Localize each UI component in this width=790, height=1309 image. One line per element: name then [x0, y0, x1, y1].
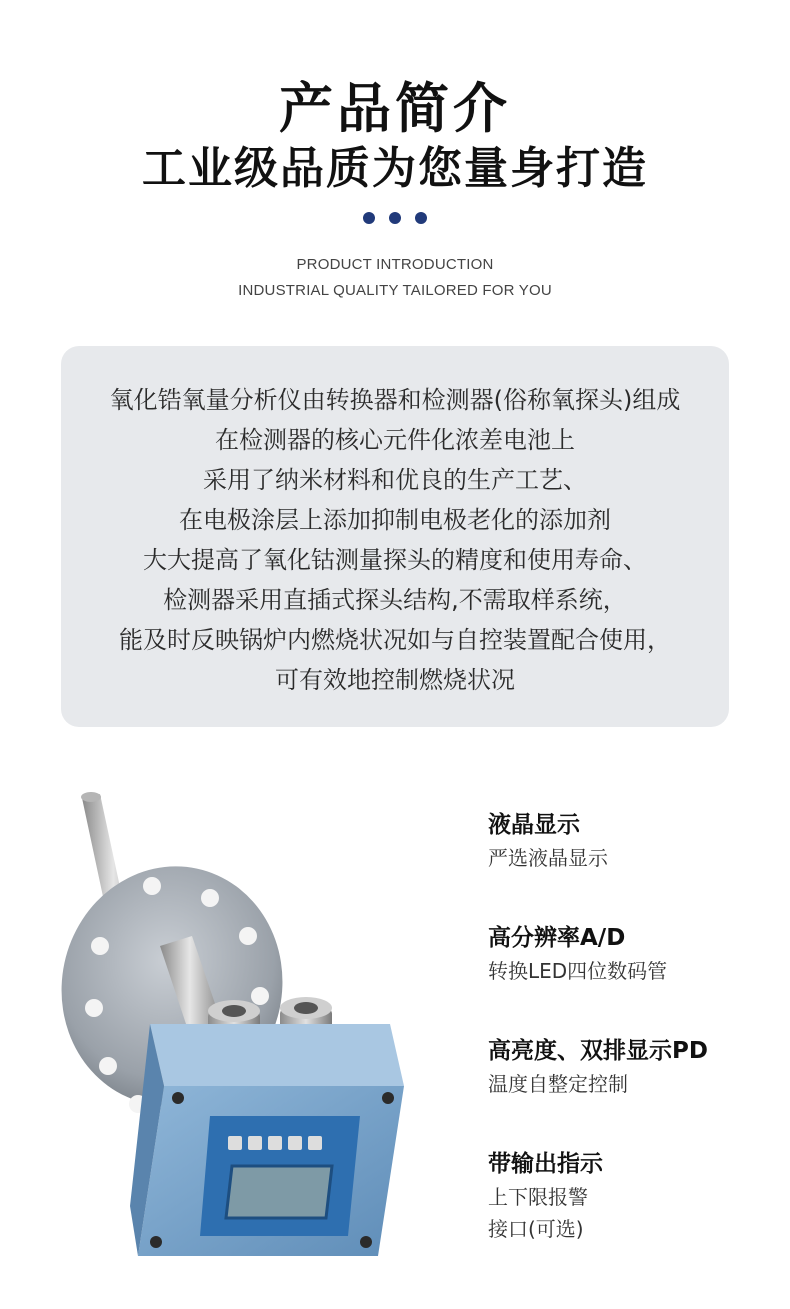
feature-desc: 温度自整定控制: [488, 1072, 628, 1096]
feature-list: [488, 808, 778, 1245]
feature-title: 带输出指示: [488, 1151, 603, 1177]
feature-desc: 上下限报警: [488, 1185, 588, 1209]
feature-item: [488, 921, 778, 1034]
oxygen-analyzer-image: [60, 786, 410, 1266]
dot-icon: [363, 212, 375, 224]
feature-desc: 严选液晶显示: [488, 846, 608, 870]
converter-enclosure: [130, 1024, 404, 1256]
intro-line: 氧化锆氧量分析仪由转换器和检测器(俗称氧探头)组成: [109, 386, 681, 414]
feature-desc: 接口(可选): [488, 1217, 584, 1241]
feature-title: 高分辨率A/D: [488, 925, 626, 951]
dot-icon: [389, 212, 401, 224]
page-subtitle: 工业级品质为您量身打造: [142, 143, 648, 194]
dot-icon: [415, 212, 427, 224]
intro-line: 能及时反映锅炉内燃烧状况如与自控装置配合使用，: [119, 626, 671, 654]
english-title: PRODUCT INTRODUCTION: [296, 256, 494, 273]
feature-desc: 转换LED四位数码管: [488, 959, 668, 983]
intro-line: 采用了纳米材料和优良的生产工艺、: [203, 466, 587, 494]
english-subtitle: INDUSTRIAL QUALITY TAILORED FOR YOU: [238, 282, 552, 299]
page-title: 产品简介: [279, 77, 511, 140]
feature-item: [488, 808, 778, 921]
intro-line: 大大提高了氧化钴测量探头的精度和使用寿命、: [143, 546, 647, 574]
intro-panel: [61, 346, 729, 727]
intro-line: 可有效地控制燃烧状况: [275, 666, 515, 694]
feature-title: 高亮度、双排显示PD: [488, 1038, 708, 1064]
intro-line: 检测器采用直插式探头结构,不需取样系统，: [163, 586, 627, 614]
decorative-dots: [0, 212, 790, 224]
intro-line: 在电极涂层上添加抑制电极老化的添加剂: [179, 506, 611, 534]
feature-title: 液晶显示: [488, 812, 580, 838]
feature-item: [488, 1034, 778, 1147]
feature-item: [488, 1147, 778, 1245]
intro-line: 在检测器的核心元件化浓差电池上: [215, 426, 575, 454]
